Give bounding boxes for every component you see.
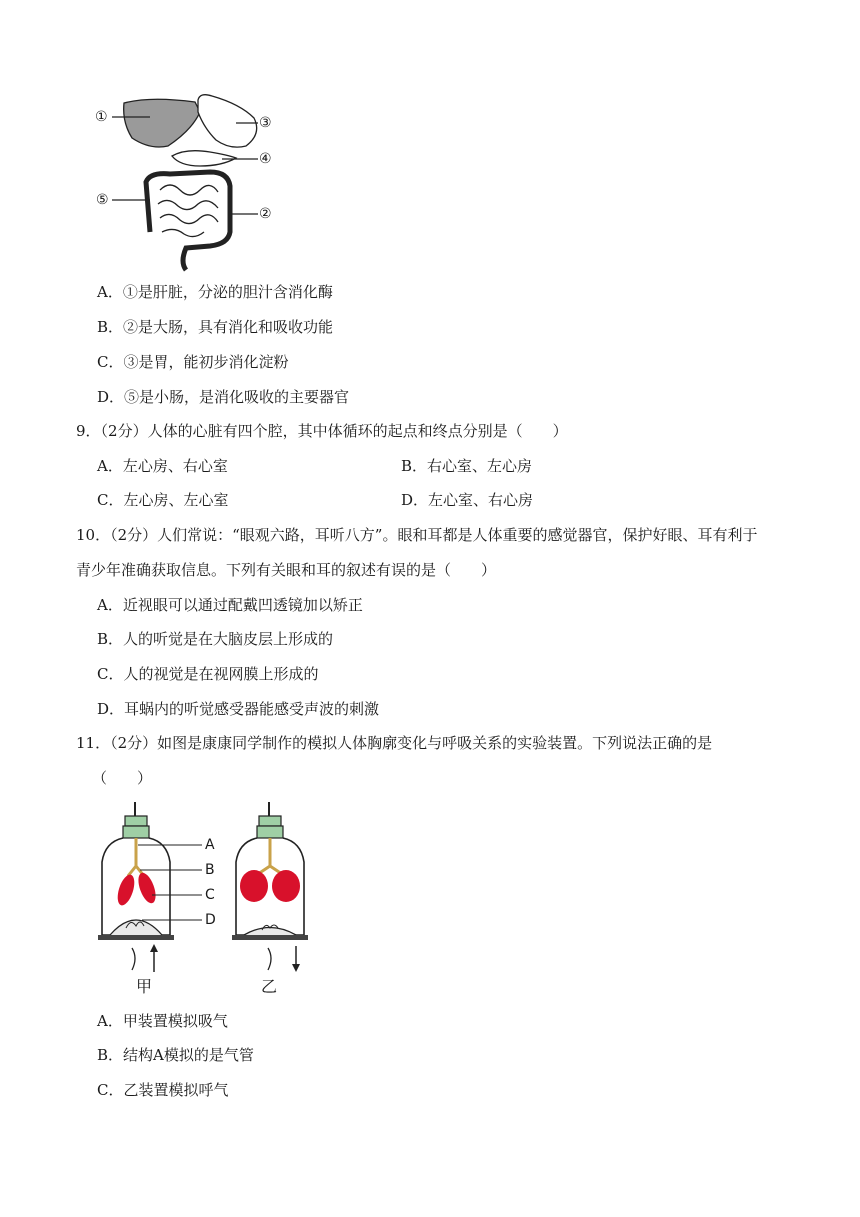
lung-left-jia — [114, 873, 137, 908]
bell-jar-jia — [98, 802, 202, 972]
q8-option-b: B．②是大肠，具有消化和吸收功能 — [97, 318, 334, 336]
figure-label-1: ① — [95, 109, 108, 125]
q9-option-a: A．左心房、右心室 — [97, 457, 228, 475]
figure-label-4: ④ — [259, 151, 272, 167]
figure-label-d: D — [205, 912, 216, 928]
figure-label-yi: 乙 — [261, 977, 278, 996]
q10-option-b: B．人的听觉是在大脑皮层上形成的 — [97, 630, 334, 648]
lung-right-jia — [135, 871, 159, 906]
q9-option-d: D．左心室、右心房 — [401, 491, 534, 509]
q10-option-a: A．近视眼可以通过配戴凹透镜加以矫正 — [97, 596, 363, 614]
figure-label-b: B — [205, 862, 215, 878]
q9-option-c: C．左心房、左心室 — [97, 491, 229, 509]
q8-option-c: C．③是胃，能初步消化淀粉 — [97, 353, 289, 371]
figure-label-a: A — [205, 837, 215, 853]
q11-stem-line2: （ ） — [92, 769, 153, 787]
q11-stem-line1: 11．（2分）如图是康康同学制作的模拟人体胸廓变化与呼吸关系的实验装置。下列说法正确的是 — [76, 734, 713, 752]
q11-option-a: A．甲装置模拟吸气 — [97, 1012, 228, 1030]
q9-option-b: B．右心室、左心房 — [401, 457, 533, 475]
q11-option-c: C．乙装置模拟呼气 — [97, 1081, 229, 1099]
q10-option-c: C．人的视觉是在视网膜上形成的 — [97, 665, 319, 683]
diaphragm-jia — [110, 920, 162, 935]
q10-stem-line1: 10．（2分）人们常说：“眼观六路，耳听八方”。眼和耳都是人体重要的感觉器官，保护好眼、耳有利于 — [76, 526, 758, 544]
q10-stem-line2: 青少年准确获取信息。下列有关眼和耳的叙述有误的是（ ） — [76, 561, 497, 579]
q8-option-a: A．①是肝脏，分泌的胆汁含消化酶 — [97, 283, 333, 301]
figure-label-jia: 甲 — [136, 977, 153, 996]
q11-option-b: B．结构A模拟的是气管 — [97, 1046, 254, 1064]
figure-label-c: C — [205, 887, 215, 903]
q8-option-d: D．⑤是小肠，是消化吸收的主要器官 — [97, 388, 350, 406]
figure-label-5: ⑤ — [96, 192, 109, 208]
bell-jar-yi — [232, 802, 308, 972]
lung-right-yi — [272, 870, 300, 902]
lung-left-yi — [240, 870, 268, 902]
figure-label-3: ③ — [259, 115, 272, 131]
figure-label-2: ② — [259, 206, 272, 222]
q9-stem: 9．（2分）人体的心脏有四个腔，其中体循环的起点和终点分别是（ ） — [76, 422, 568, 440]
q10-option-d: D．耳蜗内的听觉感受器能感受声波的刺激 — [97, 700, 380, 718]
